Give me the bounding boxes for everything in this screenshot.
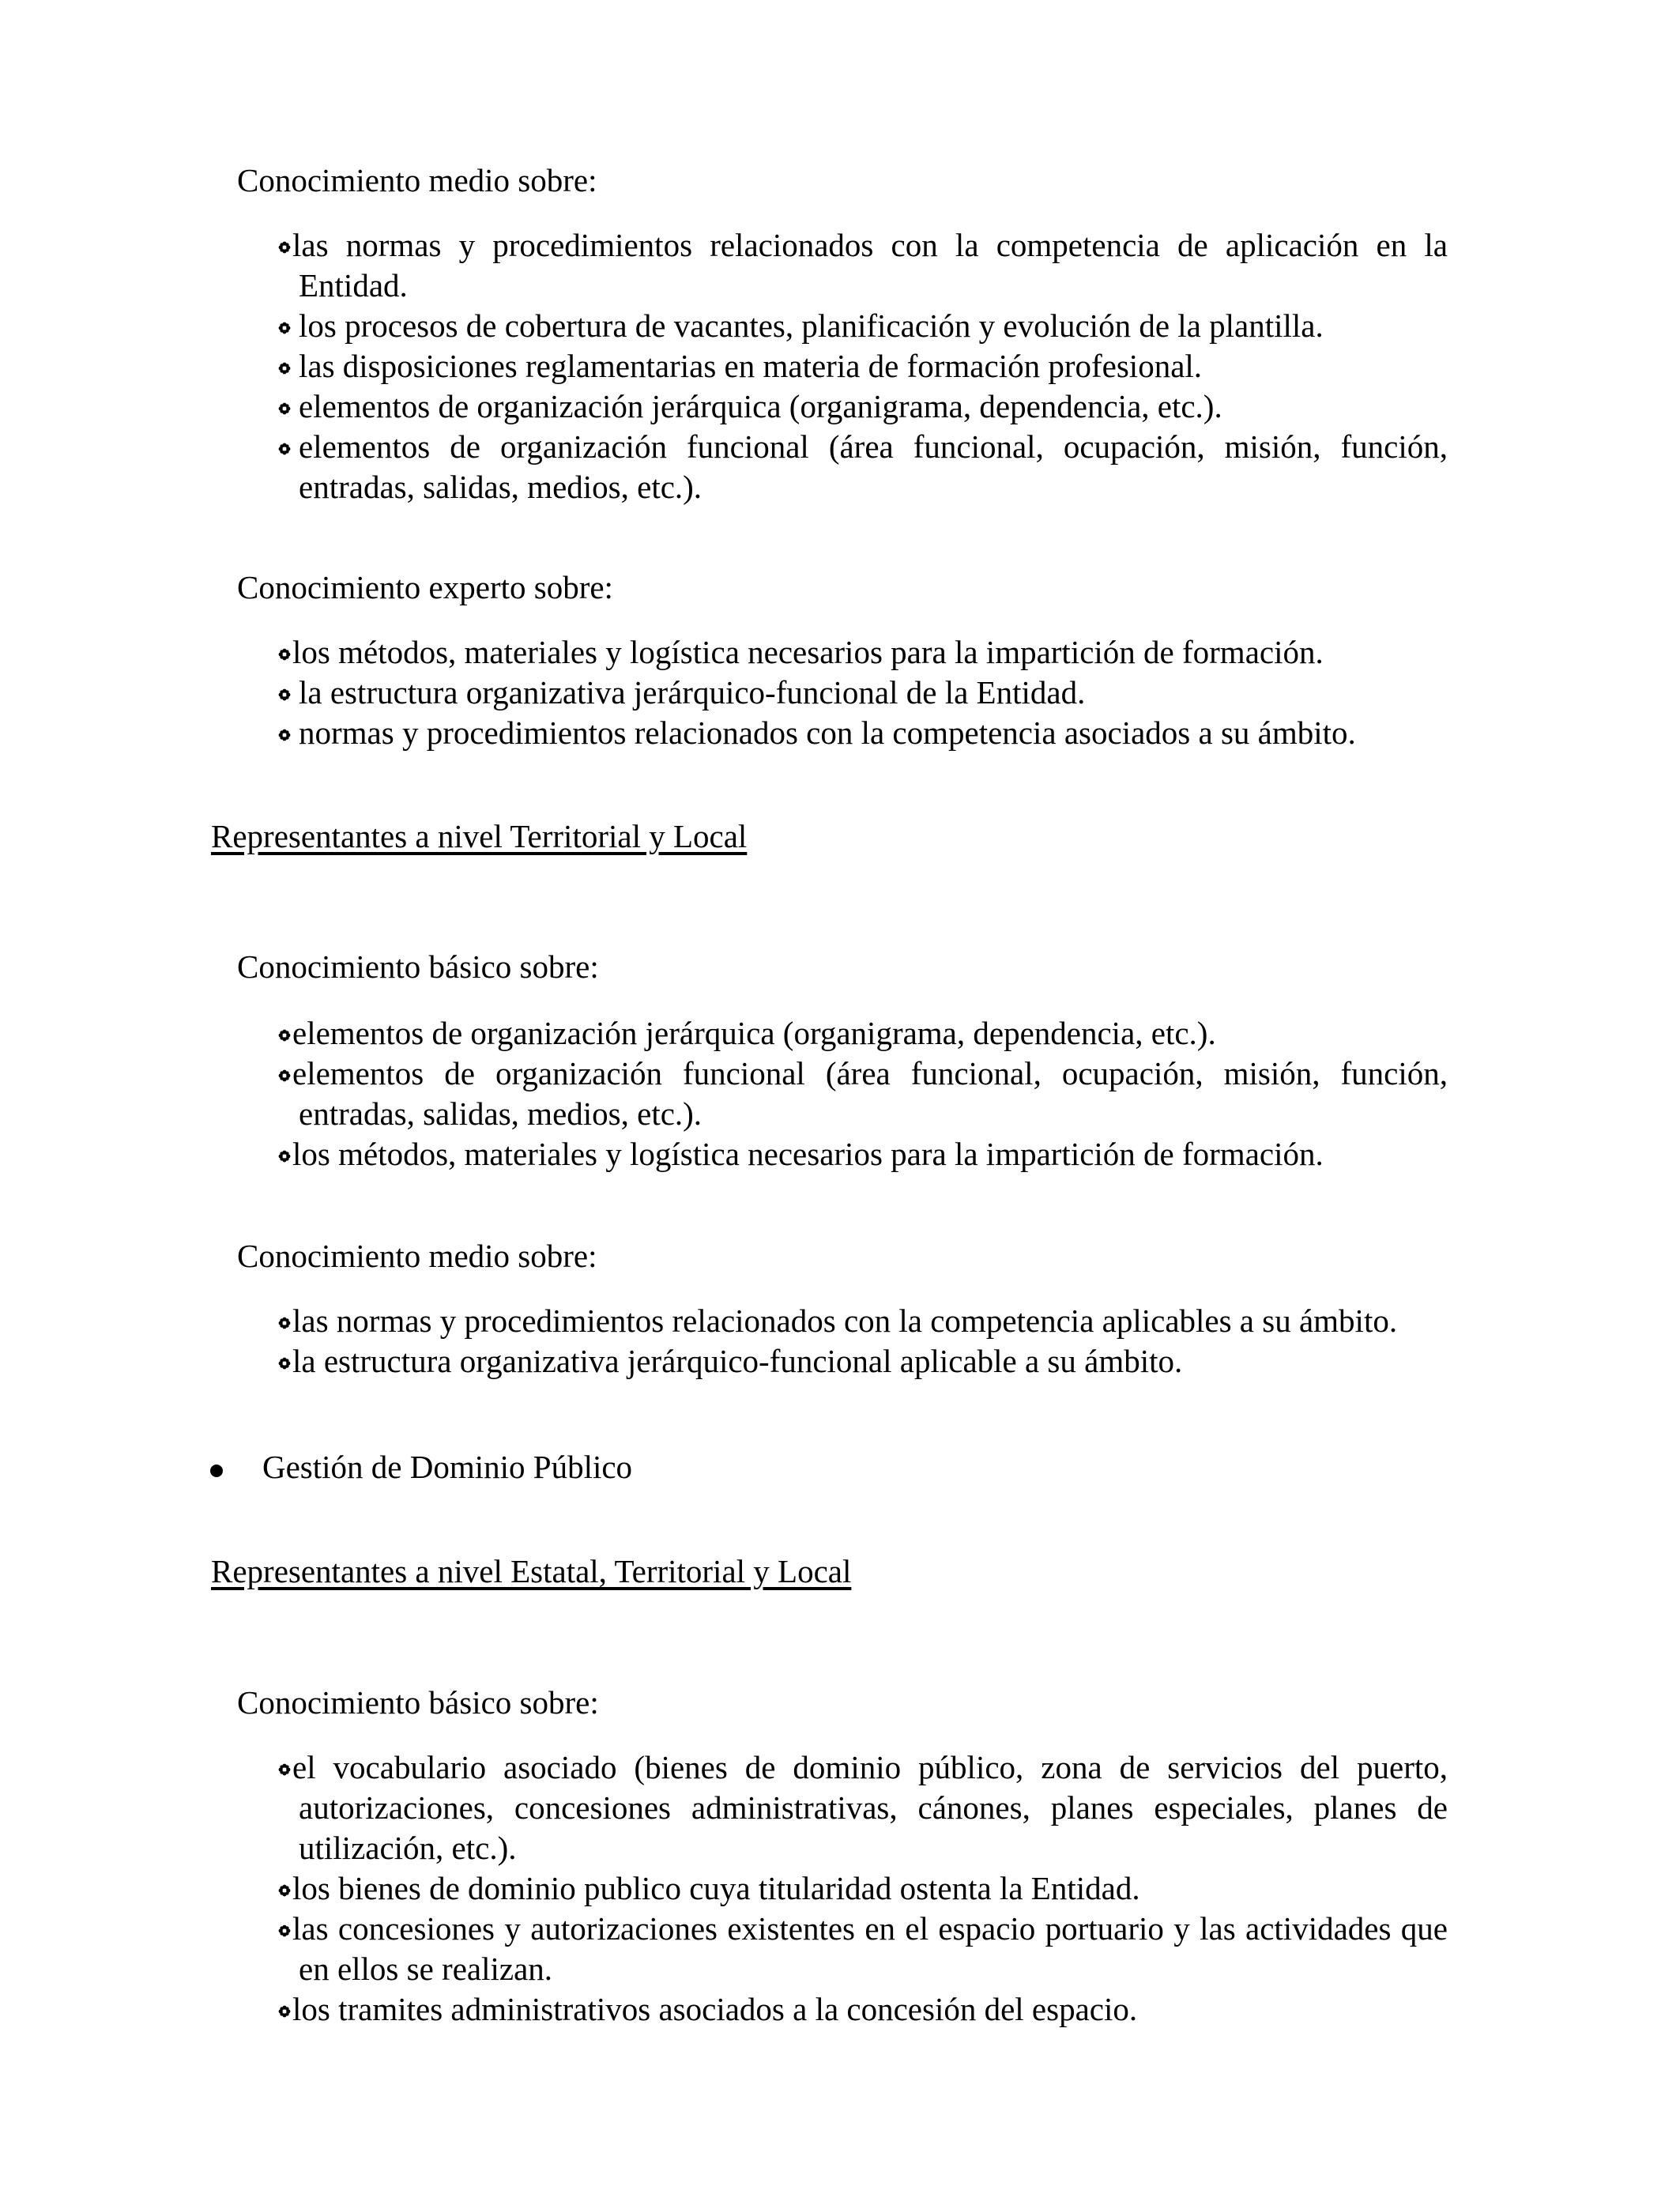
flower-bullet-icon [278,729,291,741]
bullet-dot-icon [210,1465,223,1477]
flower-bullet-icon [278,1924,291,1937]
list-item: las normas y procedimientos relacionados con la competencia aplicables a su ámbito. [278,1301,1448,1341]
flower-bullet-icon [278,1884,291,1897]
list-item: las disposiciones reglamentarias en materia de formación profesional. [278,346,1448,386]
flower-bullet-icon [278,1150,291,1163]
list-item: las concesiones y autorizaciones existentes en el espacio portuario y las actividades que en ellos se realizan. [278,1909,1448,1989]
bullet-list [278,225,1448,507]
list-item: la estructura organizativa jerárquico-funcional de la Entidad. [278,673,1448,713]
list-item: elementos de organización funcional (área funcional, ocupación, misión, función, entradas, salidas, medios, etc.). [278,427,1448,507]
section-title-territorial-local: Representantes a nivel Territorial y Local [211,818,748,854]
list-item: las normas y procedimientos relacionados con la competencia de aplicación en la Entidad. [278,225,1448,306]
list-item: elementos de organización funcional (área funcional, ocupación, misión, función, entradas, salidas, medios, etc.). [278,1054,1448,1134]
list-item: el vocabulario asociado (bienes de dominio público, zona de servicios del puerto, autorizaciones, concesiones administrativas, cánones, planes especiales, planes de utilización, etc.). [278,1747,1448,1868]
heading-conocimiento-medio: Conocimiento medio sobre: [237,162,597,198]
bullet-list [278,1747,1448,2030]
topic-gestion-dominio-publico: Gestión de Dominio Público [262,1449,633,1485]
flower-bullet-icon [278,1357,291,1370]
list-item: los métodos, materiales y logística necesarios para la impartición de formación. [278,1134,1448,1174]
heading-conocimiento-medio: Conocimiento medio sobre: [237,1238,597,1274]
list-item: los métodos, materiales y logística necesarios para la impartición de formación. [278,632,1448,673]
heading-conocimiento-basico: Conocimiento básico sobre: [237,1684,599,1721]
flower-bullet-icon [278,1069,291,1082]
heading-conocimiento-basico: Conocimiento básico sobre: [237,948,599,985]
flower-bullet-icon [278,443,291,455]
flower-bullet-icon [278,688,291,701]
flower-bullet-icon [278,2005,291,2018]
bullet-list [278,1013,1448,1174]
flower-bullet-icon [278,1029,291,1042]
flower-bullet-icon [278,322,291,334]
flower-bullet-icon [278,1317,291,1329]
bullet-list [278,1301,1448,1382]
list-item: los tramites administrativos asociados a la concesión del espacio. [278,1989,1448,2030]
list-item: los procesos de cobertura de vacantes, planificación y evolución de la plantilla. [278,306,1448,346]
heading-conocimiento-experto: Conocimiento experto sobre: [237,569,613,605]
list-item: normas y procedimientos relacionados con la competencia asociados a su ámbito. [278,713,1448,753]
list-item: elementos de organización jerárquica (organigrama, dependencia, etc.). [278,386,1448,427]
bullet-list [278,632,1448,753]
flower-bullet-icon [278,241,291,254]
section-title-estatal-territorial-local: Representantes a nivel Estatal, Territorial y Local [211,1553,852,1589]
flower-bullet-icon [278,648,291,661]
flower-bullet-icon [278,402,291,415]
list-item: elementos de organización jerárquica (organigrama, dependencia, etc.). [278,1013,1448,1054]
flower-bullet-icon [278,1763,291,1776]
flower-bullet-icon [278,362,291,375]
list-item: la estructura organizativa jerárquico-funcional aplicable a su ámbito. [278,1341,1448,1382]
list-item: los bienes de dominio publico cuya titularidad ostenta la Entidad. [278,1868,1448,1909]
